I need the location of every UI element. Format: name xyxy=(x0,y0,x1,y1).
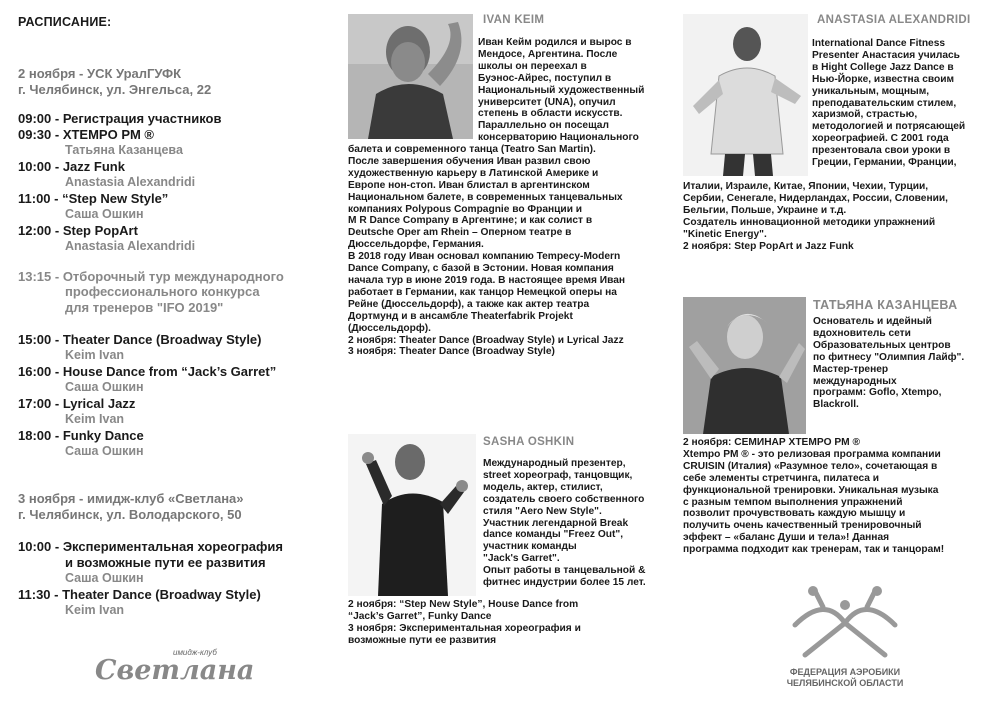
ivan-bio-full: балета и современного танца (Teatro San Martin). После завершения обучения Иван развил свою художественную карьеру в Латинской Америке и Европе нон-стоп. Иван блистал в аргентинском Национальном балете, в современных танцевальных компаниях Polypous Compagnie во Франции и M R Dance Company в Аргентине; и как солист в Deutsche Oper am Rhein – Оперном театре в Дюссельдорфе, Германия. В 2018 году Иван основал компанию Tempecy-Modern Dance Company, с базой в Эстонии. Новая компания начала тур в июне 2019 года. В настоящее время Иван работает в Германии, как танцор Немецкой оперы на Рейне (Дюссельдорф), а также как актер театра Дортмунд и в ансамбле Theaterfabrik Projekt (Дюссельдорф). 2 ноября: Theater Dance (Broadway Style) и Lyrical Jazz 3 ноября: Theater Dance (Broadway Style) xyxy=(348,144,626,358)
schedule-contest-line2: профессионального конкурса xyxy=(65,284,260,299)
sasha-name: SASHA OSHKIN xyxy=(483,436,575,448)
sasha-bio-full: 2 ноября: “Step New Style”, House Dance from “Jack’s Garret”, Funky Dance 3 ноября: Экспериментальная хореография и возможные пути ее развития xyxy=(348,599,581,646)
anastasia-alexandridi-photo xyxy=(683,14,808,176)
federation-name: ФЕДЕРАЦИЯ АЭРОБИКИ ЧЕЛЯБИНСКОЙ ОБЛАСТИ xyxy=(786,667,904,688)
federation-emblem-icon xyxy=(775,585,915,667)
schedule-row: 10:00 - Экспериментальная хореография xyxy=(18,539,283,554)
schedule-row-continued: и возможные пути ее развития xyxy=(65,555,266,570)
schedule-row: 10:00 - Jazz Funk xyxy=(18,159,125,174)
schedule-person: Keim Ivan xyxy=(65,603,125,617)
schedule-contest-row: 13:15 - Отборочный тур международного xyxy=(18,269,284,284)
schedule-contest-line3: для тренеров "IFO 2019" xyxy=(65,300,224,315)
schedule-row: 16:00 - House Dance from “Jack’s Garret” xyxy=(18,364,277,379)
day1-venue-address: г. Челябинск, ул. Энгельса, 22 xyxy=(18,82,212,97)
schedule-person: Keim Ivan xyxy=(65,348,125,362)
tatyana-bio-wrapped: Основатель и идейный вдохновитель сети Образовательных центров по фитнесу "Олимпия Лайф". Мастер-тренер международных программ: Goflo, Xtempo, Blackroll. xyxy=(813,316,965,411)
ivan-keim-photo xyxy=(348,14,473,139)
anastasia-bio-full: Италии, Израиле, Китае, Японии, Чехии, Турции, Сербии, Сенегале, Нидерландах, России, Словении, Бельгии, Польше, Украине и т.д. Создатель инновационной методики упражнений "Kinetic Energy". 2 ноября: Step PopArt и Jazz Funk xyxy=(683,181,948,252)
day2-venue-date: 3 ноября - имидж-клуб «Светлана» xyxy=(18,491,244,506)
schedule-row: 09:30 - XTEMPO PM ® xyxy=(18,127,155,142)
anastasia-portrait-figure xyxy=(683,14,808,176)
ivan-portrait-figure xyxy=(348,14,473,139)
schedule-person: Саша Ошкин xyxy=(65,207,144,221)
schedule-row: 15:00 - Theater Dance (Broadway Style) xyxy=(18,332,262,347)
tatyana-kazantseva-photo xyxy=(683,297,806,434)
svetlana-club-logo: имидж-клуб Светлана xyxy=(95,648,255,686)
schedule-person: Саша Ошкин xyxy=(65,571,144,585)
sasha-portrait-figure xyxy=(348,434,476,596)
schedule-person: Саша Ошкин xyxy=(65,380,144,394)
schedule-person: Татьяна Казанцева xyxy=(65,143,183,157)
day1-venue-date: 2 ноября - УСК УралГУФК xyxy=(18,66,182,81)
schedule-row: 09:00 - Регистрация участников xyxy=(18,111,222,126)
tatyana-name: ТАТЬЯНА КАЗАНЦЕВА xyxy=(813,298,958,312)
schedule-person: Anastasia Alexandridi xyxy=(65,175,196,189)
anastasia-name: ANASTASIA ALEXANDRIDI xyxy=(817,14,971,26)
tatyana-bio-full: 2 ноября: СЕМИНАР XTEMPO PM ® Xtempo PM ® - это релизовая программа компании CRUISIN (Италия) «Разумное тело», сочетающая в себе элементы стретчинга, пилатеса и функциональной тренировки. Уникальная музыка с разным темпом выполнения упражнений позволит прочувствовать каждую мышцу и получить очень качественный тренировочный эффект – «баланс Души и тела»! Данная программа подходит как тренерам, так и танцорам! xyxy=(683,437,945,556)
day2-venue-address: г. Челябинск, ул. Володарского, 50 xyxy=(18,507,242,522)
sasha-bio-wrapped: Международный презентер, street хореограф, танцовщик, модель, актер, стилист, создатель своего собственного стиля "Aero New Style". Участник легендарной Break dance команды "Freez Out", участник команды "Jack's Garret". Опыт работы в танцевальной & фитнес индустрии более 15 лет. xyxy=(483,458,646,589)
sasha-oshkin-photo xyxy=(348,434,476,596)
schedule-row: 11:30 - Theater Dance (Broadway Style) xyxy=(18,587,261,602)
anastasia-bio-wrapped: International Dance Fitness Presenter Анастасия училась в Hight College Jazz Dance в Нью-Йорке, известна своим уникальным, мощным, преподавательским стилем, харизмой, страстью, методологией и потрясающей хореографией. С 2001 года презентовала свои уроки в Греции, Германии, Франции, xyxy=(812,38,966,169)
ivan-name: IVAN KEIM xyxy=(483,14,545,26)
schedule-person: Anastasia Alexandridi xyxy=(65,239,196,253)
schedule-person: Саша Ошкин xyxy=(65,444,144,458)
schedule-person: Keim Ivan xyxy=(65,412,125,426)
schedule-title: РАСПИСАНИЕ: xyxy=(18,15,112,29)
schedule-row: 18:00 - Funky Dance xyxy=(18,428,144,443)
ivan-bio-wrapped: Иван Кейм родился и вырос в Мендосе, Аргентина. После школы он переехал в Буэнос-Айрес, поступил в Национальный художественный университет (UNA), опучил степень в области искусств. Параллельно он посещал консерваторию Национального xyxy=(478,37,645,144)
schedule-row: 17:00 - Lyrical Jazz xyxy=(18,396,136,411)
aerobics-federation-logo xyxy=(775,585,915,695)
schedule-row: 11:00 - “Step New Style” xyxy=(18,191,169,206)
schedule-row: 12:00 - Step PopArt xyxy=(18,223,138,238)
tatyana-portrait-figure xyxy=(683,297,806,434)
